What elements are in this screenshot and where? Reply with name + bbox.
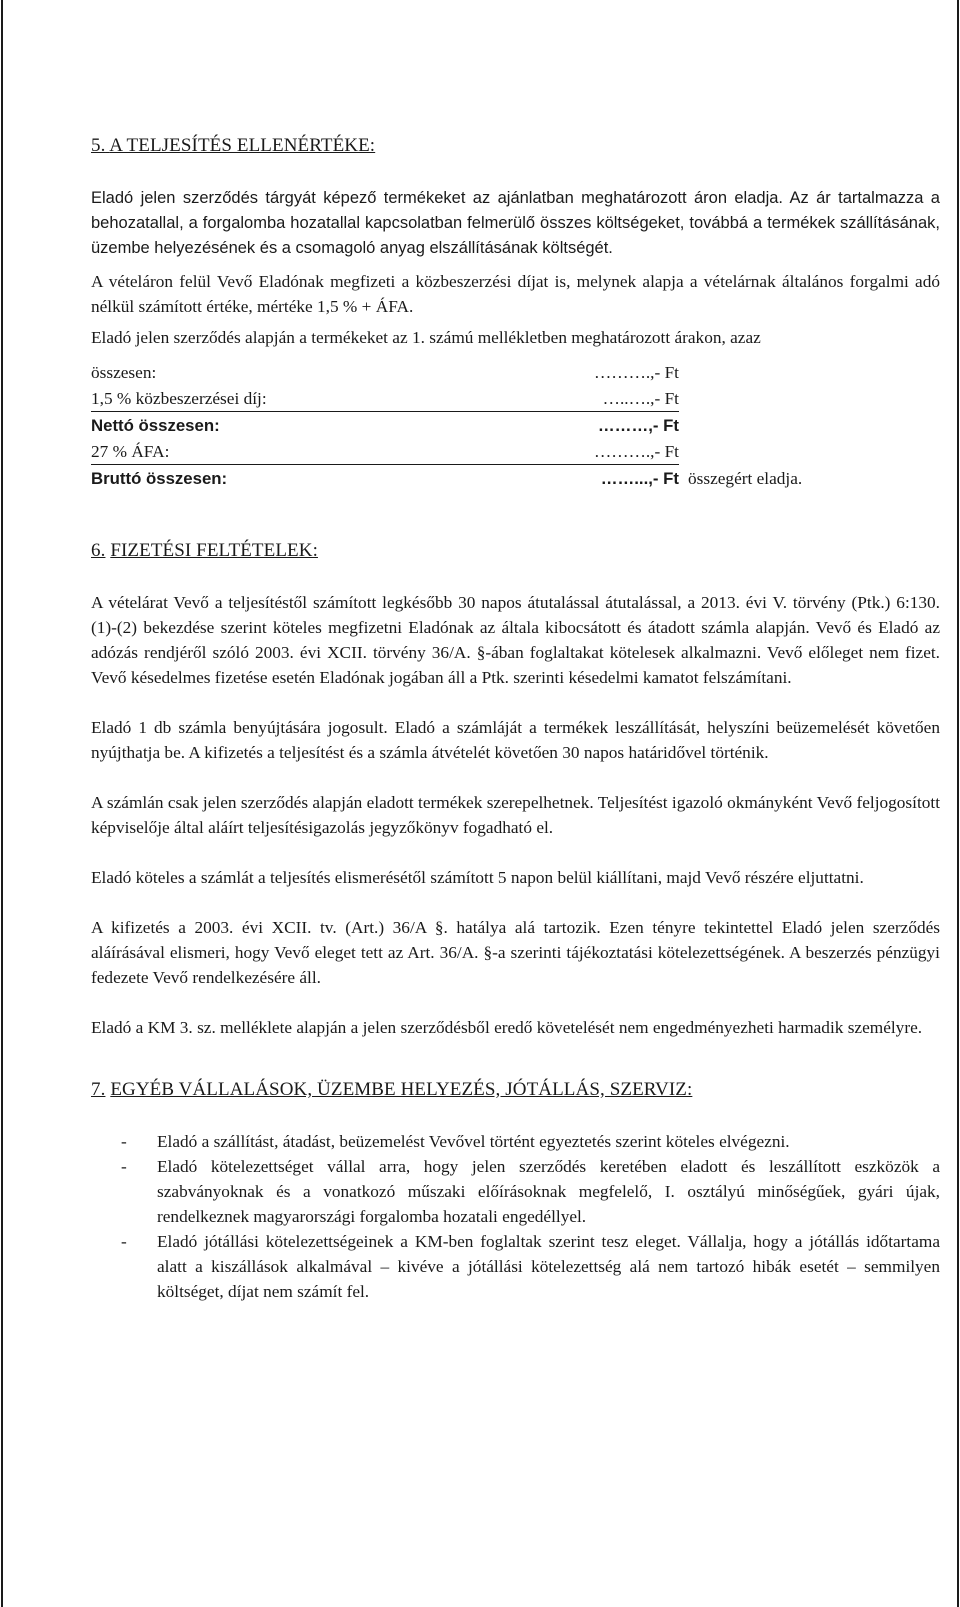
- page-right-border: [957, 0, 959, 1607]
- amount-row-netto: [91, 412, 851, 439]
- section-5-paragraph-1: Eladó jelen szerződés tárgyát képező termékeket az ajánlatban meghatározott áron eladja. Az ár tartalmazza a behozatallal, a forgalomba hozatallal kapcsolatban felmerülő összes költségeket, továbbá a termékek szállításának, üzembe helyezésének és a csomagoló anyag elszállításának költségét.: [91, 189, 940, 257]
- amount-tail: [679, 438, 851, 465]
- section-5-heading: [91, 133, 940, 158]
- amount-label: Nettó összesen:: [91, 416, 220, 435]
- amount-value: …..….,- Ft: [567, 385, 679, 412]
- section-6-title: FIZETÉSI FELTÉTELEK:: [110, 540, 318, 561]
- section-6-paragraph: Eladó a KM 3. sz. melléklete alapján a jelen szerződésből eredő követelését nem engedményezheti harmadik személyre.: [91, 1018, 923, 1037]
- amount-label: 27 % ÁFA:: [91, 438, 567, 465]
- list-item: - Eladó jótállási kötelezettségeinek a KM-ben foglaltak szerint tesz eleget. Vállalja, hogy a jótállás időtartama alatt a kiszállások alkalmával – kivéve a jótállási kötelezettség alá nem tartozó hibák esetét – semmilyen költséget, díjat nem számít fel.: [91, 1229, 940, 1304]
- section-6-paragraph: Eladó köteles a számlát a teljesítés elismerésétől számított 5 napon belül kiállítani, majd Vevő részére eljuttatni.: [91, 868, 864, 887]
- section-7-title: EGYÉB VÁLLALÁSOK, ÜZEMBE HELYEZÉS, JÓTÁLLÁS, SZERVIZ:: [110, 1079, 693, 1100]
- amount-row-kozbeszerzesi-dij: [91, 385, 851, 412]
- amount-value: ……...,- Ft: [600, 469, 679, 488]
- amount-tail: [679, 385, 851, 412]
- section-5-number: 5.: [91, 135, 106, 156]
- section-5-title: A TELJESÍTÉS ELLENÉRTÉKE:: [109, 135, 376, 156]
- amount-value: ……….,- Ft: [594, 363, 679, 382]
- amount-label: Bruttó összesen:: [91, 469, 228, 488]
- section-5-paragraph-2: A vételáron felül Vevő Eladónak megfizeti a közbeszerzési díjat is, melynek alapja a vételárnak általános forgalmi adó nélkül számított értéke, mértéke 1,5 % + ÁFA.: [91, 272, 940, 316]
- page-left-border: [1, 0, 3, 1607]
- amount-row-afa: [91, 438, 851, 465]
- amount-table: [91, 359, 851, 491]
- section-6-paragraph: A vételárat Vevő a teljesítéstől számított legkésőbb 30 napos átutalással átutalással, a 2013. évi V. törvény (Ptk.) 6:130. (1)-(2) bekezdése szerint köteles megfizetni Eladónak az általa kibocsátott és átadott számla alapján. Vevő és Eladó az adózás rendjéről szóló 2003. évi XCII. törvény 36/A. §-ában foglaltakat kötelesek alkalmazni. Vevő előleget nem fizet. Vevő késedelmes fizetése esetén Eladónak jogában áll a Ptk. szerinti késedelmi kamatot felszámítani.: [91, 593, 940, 687]
- document-body: [91, 133, 940, 1304]
- section-6-paragraph: A kifizetés a 2003. évi XCII. tv. (Art.) 36/A §. hatálya alá tartozik. Ezen tényre tekintettel Eladó jelen szerződés aláírásával elismeri, hogy Vevő eleget tett az Art. 36/A. §-a szerinti tájékoztatási kötelezettségének. A beszerzés pénzügyi fedezete Vevő rendelkezésére áll.: [91, 918, 940, 987]
- amount-tail: [679, 412, 851, 439]
- section-6-heading: [91, 538, 940, 563]
- amount-label: 1,5 % közbeszerzései díj:: [91, 385, 567, 412]
- amount-value: ……….,- Ft: [567, 438, 679, 465]
- amount-value: ………,- Ft: [597, 416, 679, 435]
- section-6-number: 6.: [91, 540, 106, 561]
- amount-row-brutto: [91, 465, 851, 492]
- list-item: - Eladó kötelezettséget vállal arra, hogy jelen szerződés keretében eladott és leszállított eszközök a szabványoknak és a vonatkozó műszaki előírásoknak megfelelő, I. osztályú minőségűek, gyári újak, rendelkeznek magyarországi forgalomba hozatali engedéllyel.: [91, 1154, 940, 1229]
- section-7-number: 7.: [91, 1079, 106, 1100]
- amount-tail: [679, 359, 851, 385]
- amount-tail: összegért eladja.: [688, 469, 803, 488]
- list-item: - Eladó a szállítást, átadást, beüzemelést Vevővel történt egyeztetés szerint köteles elvégezni.: [91, 1129, 940, 1154]
- section-7-list: [91, 1129, 940, 1304]
- amount-label: összesen:: [91, 363, 157, 382]
- amount-row-osszesen: [91, 359, 851, 385]
- section-6-paragraph: A számlán csak jelen szerződés alapján eladott termékek szerepelhetnek. Teljesítést igazoló okmányként Vevő feljogosított képviselője által aláírt teljesítésigazolás jegyzőkönyv fogadható el.: [91, 793, 940, 837]
- section-6-paragraph: Eladó 1 db számla benyújtására jogosult. Eladó a számláját a termékek leszállítását, helyszíni beüzemelését követően nyújthatja be. A kifizetés a teljesítést és a számla átvételét követően 30 napos határidővel történik.: [91, 718, 940, 762]
- section-5-paragraph-3: Eladó jelen szerződés alapján a termékeket az 1. számú mellékletben meghatározott árakon, azaz: [91, 328, 761, 347]
- section-7-heading: [91, 1077, 940, 1102]
